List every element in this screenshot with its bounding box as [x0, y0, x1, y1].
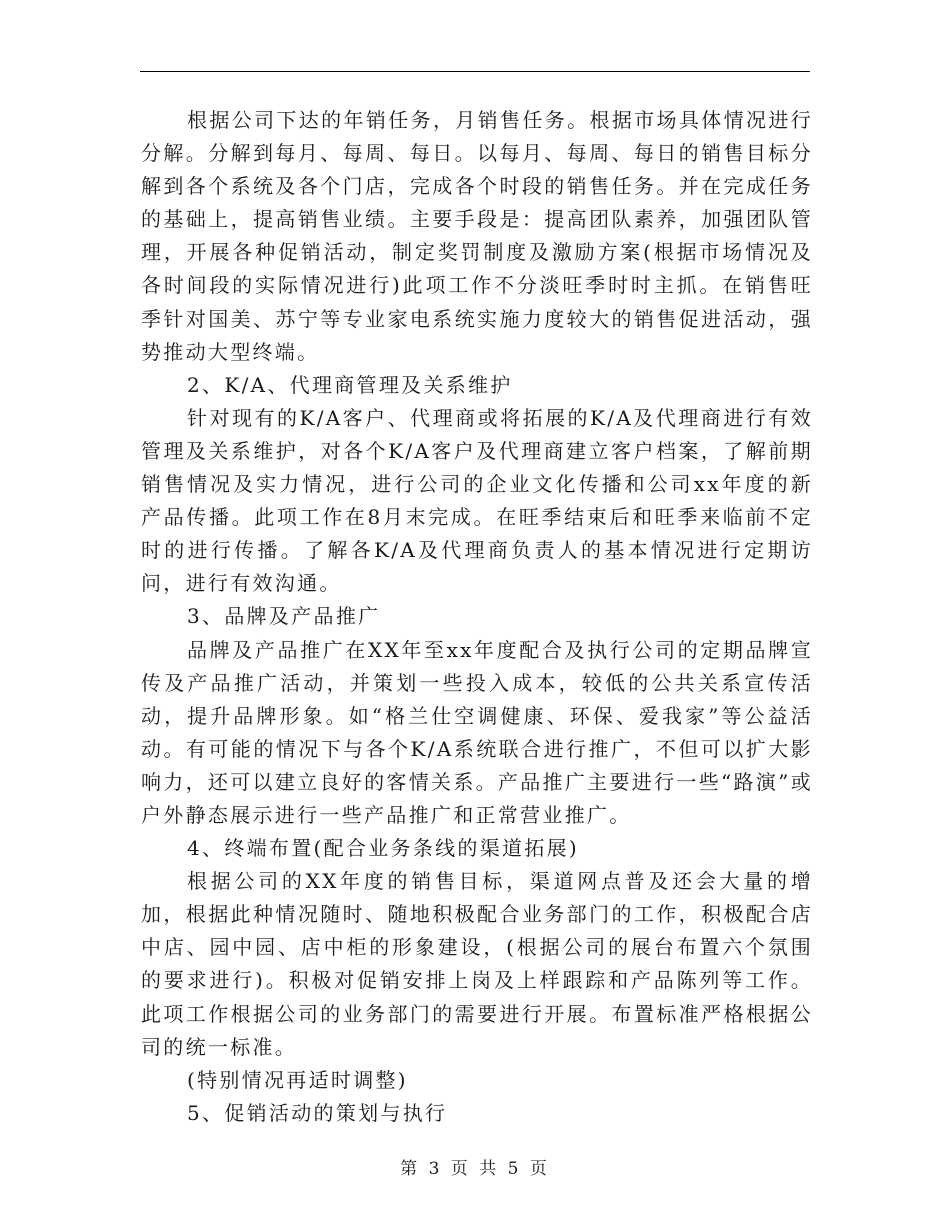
- heading-ka-agent-management: 2、K/A、代理商管理及关系维护: [187, 372, 513, 397]
- paragraph-sales-tasks: 根据公司下达的年销任务，月销售任务。根据市场具体情况进行分解。分解到每月、每周、每日。以每月、每周、每日的销售目标分解到各个系统及各个门店，完成各个时段的销售任务。并在完成任务的基础上，提高销售业绩。主要手段是：提高团队素养，加强团队管理，开展各种促销活动，制定奖罚制度及激励方案(根据市场情况及各时间段的实际情况进行)此项工作不分淡旺季时时主抓。在销售旺季针对国美、苏宁等专业家电系统实施力度较大的销售促进活动，强势推动大型终端。: [141, 108, 813, 364]
- paragraph-ka-agent-management: 针对现有的K/A客户、代理商或将拓展的K/A及代理商进行有效管理及关系维护，对各个K/A客户及代理商建立客户档案，了解前期销售情况及实力情况，进行公司的企业文化传播和公司xx年度的新产品传播。此项工作在8月末完成。在旺季结束后和旺季来临前不定时的进行传播。了解各K/A及代理商负责人的基本情况进行定期访问，进行有效沟通。: [141, 405, 813, 596]
- header-rule: [140, 71, 810, 72]
- page-number-footer: 第 3 页 共 5 页: [400, 1159, 550, 1179]
- heading-terminal-layout: 4、终端布置(配合业务条线的渠道拓展): [187, 836, 580, 861]
- heading-brand-promotion: 3、品牌及产品推广: [187, 604, 381, 629]
- paragraph-special-note: (特别情况再适时调整): [187, 1067, 408, 1092]
- paragraph-brand-promotion: 品牌及产品推广在XX年至xx年度配合及执行公司的定期品牌宣传及产品推广活动，并策划一些投入成本，较低的公共关系宣传活动，提升品牌形象。如“格兰仕空调健康、环保、爱我家”等公益活动。有可能的情况下与各个K/A系统联合进行推广，不但可以扩大影响力，还可以建立良好的客情关系。产品推广主要进行一些“路演”或户外静态展示进行一些产品推广和正常营业推广。: [141, 637, 814, 827]
- heading-promotion-planning: 5、促销活动的策划与执行: [187, 1100, 448, 1125]
- paragraph-terminal-layout: 根据公司的XX年度的销售目标，渠道网点普及还会大量的增加，根据此种情况随时、随地积极配合业务部门的工作，积极配合店中店、园中园、店中柜的形象建设，(根据公司的展台布置六个氛围的要求进行)。积极对促销安排上岗及上样跟踪和产品陈列等工作。此项工作根据公司的业务部门的需要进行开展。布置标准严格根据公司的统一标准。: [141, 869, 813, 1059]
- document-body: [141, 104, 813, 1130]
